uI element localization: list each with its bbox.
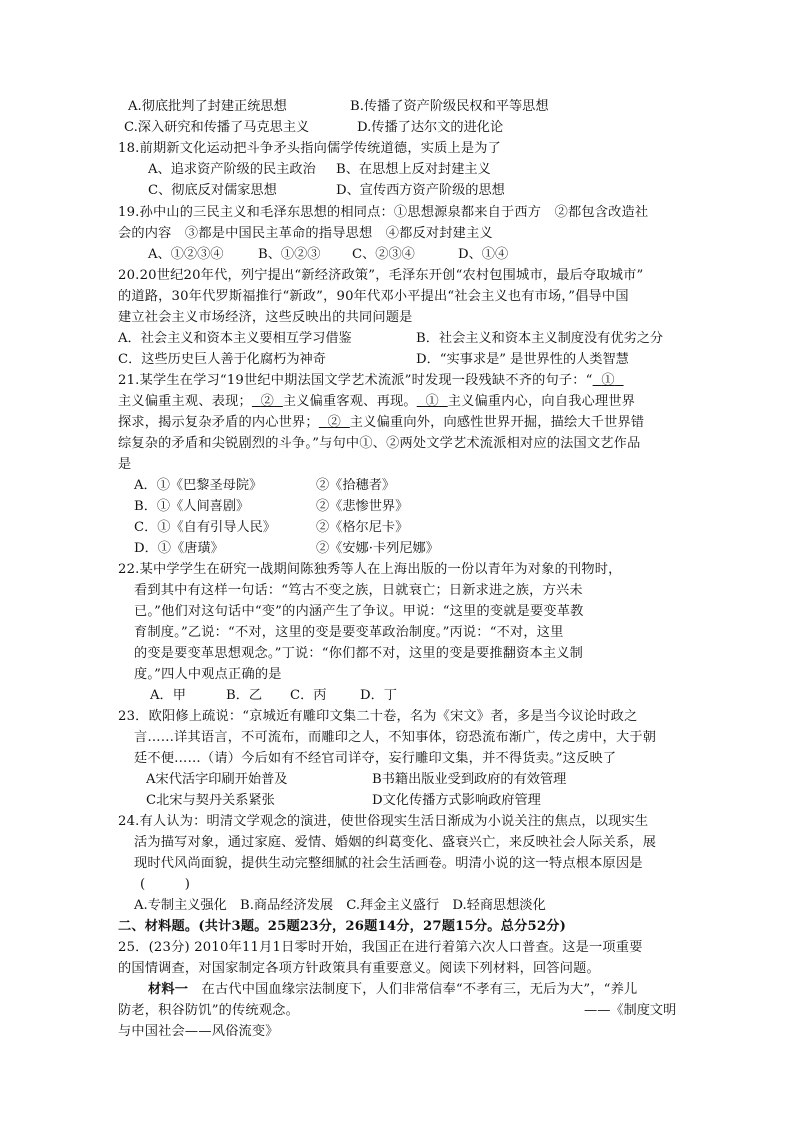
q21-l2-blank-1-label: ② <box>260 394 275 409</box>
q22-option-d: D．丁 <box>360 688 397 703</box>
q23-line-1: 23．欧阳修上疏说：“京城近有雕印文集二十卷，名为《宋文》者，多是当今议论时政之 <box>118 709 638 724</box>
q21-option-c-1: C．①《自有引导人民》 <box>134 520 276 535</box>
section-2-heading: 二、材料题。(共计3题。25题23分，26题14分，27题15分。总分52分) <box>118 919 567 934</box>
q21-l1-text: 21.某学生在学习“19世纪中期法国文学艺术流派”时发现一段残缺不齐的句子：“ <box>118 373 593 388</box>
q21-option-b-2: ②《悲惨世界》 <box>316 499 409 514</box>
q22-option-c: C．丙 <box>290 688 327 703</box>
q18-option-c: C、彻底反对儒家思想 <box>148 183 277 198</box>
q21-option-d-1: D．①《唐璜》 <box>134 541 224 556</box>
q21-l3-text-c: 主义偏重向外，向感性世界开掘，描绘大千世界错 <box>349 415 645 430</box>
q17-option-a: A.彻底批判了封建正统思想 <box>128 99 287 114</box>
q23-line-2: 言……详其语言，不可流布，而雕印之人，不知事体，窃恐流布渐广，传之虏中，大于朝 <box>134 730 657 745</box>
q18-stem: 18.前期新文化运动把斗争矛头指向儒学传统道德，实质上是为了 <box>118 141 502 156</box>
q21-l2-text-a: 主义偏重主观、表现； <box>118 394 252 409</box>
q25-material-1 <box>148 979 637 1000</box>
q21-option-d-2: ②《安娜·卡列尼娜》 <box>316 541 439 556</box>
q21-l2-text-c: 主义偏重客观、再现。 <box>282 394 417 409</box>
q20-line-3: 建立社会主义市场经济，这些反映出的共同问题是 <box>118 310 413 325</box>
q22-line-1: 22.某中学学生在研究一战期间陈独秀等人在上海出版的一份以青年为对象的刊物时， <box>118 562 622 577</box>
q20-option-c: C．这些历史巨人善于化腐朽为神奇 <box>118 352 326 367</box>
q21-line-3 <box>118 412 644 433</box>
q22-option-b: B．乙 <box>226 688 263 703</box>
q17-option-b: B.传播了资产阶级民权和平等思想 <box>350 99 549 114</box>
q22-line-3: 已。”他们对这句话中“变”的内涵产生了争议。甲说：“这里的变就是要变革教 <box>134 604 584 619</box>
q21-option-a-1: A．①《巴黎圣母院》 <box>134 478 263 493</box>
q23-line-3: 廷不便……（请）今后如有不经官司详夺，妄行雕印文集，并不得货卖。”这反映了 <box>134 751 617 766</box>
q21-l3-blank <box>319 415 350 430</box>
q21-l3-text-a: 探求，揭示复杂矛盾的内心世界； <box>118 415 319 430</box>
q22-option-a: A．甲 <box>150 688 186 703</box>
q23-option-c: C北宋与契丹关系紧张 <box>146 793 275 808</box>
q17-option-c: C.深入研究和传播了马克思主义 <box>124 120 310 135</box>
q19-option-c: C、②③④ <box>352 247 415 262</box>
q23-option-b: B书籍出版业受到政府的有效管理 <box>372 772 567 787</box>
q21-option-a-2: ②《拾穗者》 <box>316 478 396 493</box>
q23-option-d: D文化传播方式影响政府管理 <box>372 793 541 808</box>
q25-material-1-label: 材料一 <box>148 982 189 997</box>
q20-option-d: D．“实事求是” 是世界性的人类智慧 <box>416 352 629 367</box>
q24-options: A.专制主义强化 B.商品经济发展 C.拜金主义盛行 D.轻商思想淡化 <box>134 898 546 913</box>
q19-option-d: D、①④ <box>458 247 509 262</box>
q21-line-2 <box>118 391 635 412</box>
q18-option-a: A、追求资产阶级的民主政治 <box>148 162 316 177</box>
q20-option-b: B．社会主义和资本主义制度没有优劣之分 <box>416 331 664 346</box>
q19-option-a: A、①②③④ <box>148 247 224 262</box>
q24-line-3: 现时代风尚面貌，提供生动完整细腻的社会生活画卷。明清小说的这一特点根本原因是 <box>134 856 643 871</box>
q21-line-4: 综复杂的矛盾和尖锐剧烈的斗争。”与句中①、②两处文学艺术流派相对应的法国文艺作品 <box>118 436 641 451</box>
q19-line-1: 19.孙中山的三民主义和毛泽东思想的相同点：①思想源泉都来自于西方 ②都包含改造社 <box>118 205 649 220</box>
q20-option-a: A．社会主义和资本主义要相互学习借鉴 <box>118 331 352 346</box>
q20-line-2: 的道路，30年代罗斯福推行“新政”，90年代邓小平提出“社会主义也有市场，”倡导中国 <box>118 289 629 304</box>
q19-line-2: 会的内容 ③都是中国民主革命的指导思想 ④都反对封建主义 <box>118 226 493 241</box>
q21-option-b-1: B．①《人间喜剧》 <box>134 499 250 514</box>
q24-line-1: 24.有人认为：明清文学观念的演进，使世俗现实生活日渐成为小说关注的焦点，以现实生 <box>118 814 649 829</box>
q19-option-b: B、①②③ <box>258 247 321 262</box>
q21-l1-blank <box>593 373 624 388</box>
q17-option-d: D.传播了达尔文的进化论 <box>357 120 504 135</box>
q21-l2-blank-1 <box>252 394 283 409</box>
q25-material-1-text: 在古代中国血缘宗法制度下，人们非常信奉“不孝有三，无后为大”，“养儿 <box>188 982 638 997</box>
q25-line-1: 25．(23分) 2010年11月1日零时开始，我国正在进行着第六次人口普查。这是一项重要 <box>118 940 643 955</box>
q25-source-line-2: 与中国社会——风俗流变》 <box>118 1024 279 1039</box>
q24-answer-paren: ( ) <box>140 877 190 892</box>
q22-line-5: 的变是要变革思想观念。”丁说：“你们都不对，这里的变是要推翻资本主义制 <box>134 646 584 661</box>
q22-line-2: 看到其中有这样一句话：“笃古不变之族，日就衰亡；日新求进之族，方兴未 <box>134 583 583 598</box>
q18-option-d: D、宣传西方资产阶级的思想 <box>336 183 505 198</box>
q21-l2-text-e: 主义偏重内心，向自我心理世界 <box>447 394 636 409</box>
q21-l2-blank-2-label: ① <box>425 394 439 409</box>
q22-line-6: 度。”四人中观点正确的是 <box>134 667 282 682</box>
q20-line-1: 20.20世纪20年代，列宁提出“新经济政策”，毛泽东开创“农村包围城市，最后夺取城市” <box>118 268 644 283</box>
q25-material-1-line-2: 防老，积谷防饥”的传统观念。 <box>118 1003 299 1018</box>
q18-option-b: B、在思想上反对封建主义 <box>336 162 491 177</box>
q25-source-line-1: ——《制度文明 <box>584 1003 677 1018</box>
q21-l1-blank-label: ① <box>601 373 615 388</box>
q21-option-c-2: ②《格尔尼卡》 <box>316 520 409 535</box>
q21-l2-blank-2 <box>417 394 448 409</box>
q21-l3-blank-label: ② <box>327 415 341 430</box>
q22-line-4: 育制度。”乙说：“不对，这里的变是要变革政治制度。”丙说：“不对，这里 <box>134 625 564 640</box>
q24-line-2: 活为描写对象，通过家庭、爱情、婚姻的纠葛变化、盛衰兴亡，来反映社会人际关系，展 <box>134 835 657 850</box>
q23-option-a: A宋代活字印刷开始普及 <box>146 772 288 787</box>
q21-line-1 <box>118 370 624 391</box>
q25-line-2: 的国情调查，对国家制定各项方针政策具有重要意义。阅读下列材料，回答问题。 <box>118 961 600 976</box>
q21-line-5: 是 <box>118 457 132 472</box>
